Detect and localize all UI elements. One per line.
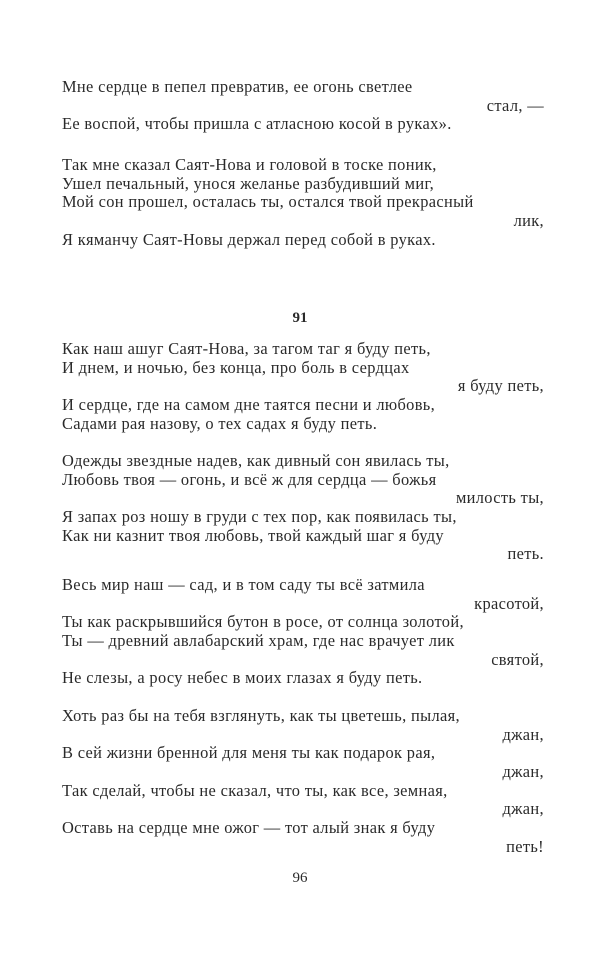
stanza xyxy=(62,156,544,249)
verse-line: Ты — древний авлабарский храм, где нас врачует лик xyxy=(62,631,455,651)
verse-line-continuation: милость ты, xyxy=(455,488,544,508)
verse-line: Одежды звездные надев, как дивный сон явилась ты, xyxy=(62,451,450,470)
poem-number: 91 xyxy=(292,310,308,326)
verse-line: Мне сердце в пепел превратив, ее огонь светлее xyxy=(62,77,413,96)
verse-line: Ты как раскрывшийся бутон в росе, от солнца золотой, xyxy=(62,612,464,632)
verse-line: И сердце, где на самом дне таятся песни и любовь, xyxy=(62,395,436,415)
stanza xyxy=(62,78,544,134)
page-number: 96 xyxy=(292,870,308,886)
verse-line: В сей жизни бренной для меня ты как подарок рая, xyxy=(62,743,436,763)
verse-line-continuation: джан, xyxy=(502,799,544,819)
stanza xyxy=(62,452,544,564)
verse-line-continuation: красотой, xyxy=(474,593,544,613)
verse-line: Ушел печальный, унося желанье разбудивший миг, xyxy=(62,173,435,193)
verse-line-continuation: я буду петь, xyxy=(457,376,544,396)
verse-line: Так мне сказал Саят-Нова и головой в тоске поник, xyxy=(62,155,437,174)
stanza xyxy=(62,707,544,857)
verse-line: Любовь твоя — огонь, и всё ж для сердца — божья xyxy=(62,469,437,489)
verse-line: Весь мир наш — сад, и в том саду ты всё затмила xyxy=(62,575,425,594)
verse-line: Я кяманчу Саят-Новы держал перед собой в руках. xyxy=(62,229,436,249)
verse-line: Так сделай, чтобы не сказал, что ты, как все, земная, xyxy=(62,780,448,800)
verse-line: Я запах роз ношу в груди с тех пор, как появилась ты, xyxy=(62,507,457,527)
verse-line: Хоть раз бы на тебя взглянуть, как ты цветешь, пылая, xyxy=(62,706,460,725)
verse-line-continuation: петь! xyxy=(506,836,544,856)
verse-line: Как наш ашуг Саят-Нова, за тагом таг я буду петь, xyxy=(62,339,431,358)
verse-line: Оставь на сердце мне ожог — тот алый знак я буду xyxy=(62,818,436,838)
verse-line: Как ни казнит твоя любовь, твой каждый шаг я буду xyxy=(62,525,444,545)
verse-line: Мой сон прошел, осталась ты, остался твой прекрасный xyxy=(62,192,474,212)
verse-line: Ее воспой, чтобы пришла с атласною косой в руках». xyxy=(62,114,452,134)
verse-line-continuation: петь. xyxy=(507,544,544,564)
verse-line: И днем, и ночью, без конца, про боль в сердцах xyxy=(62,357,410,377)
verse-line-continuation: джан, xyxy=(502,762,544,782)
verse-line-continuation: святой, xyxy=(491,649,544,669)
verse-line-continuation: стал, — xyxy=(486,95,544,115)
verse-line: Не слезы, а росу небес в моих глазах я буду петь. xyxy=(62,668,423,688)
stanza xyxy=(62,576,544,688)
verse-line: Садами рая назову, о тех садах я буду петь. xyxy=(62,413,378,433)
stanza xyxy=(62,340,544,433)
verse-line-continuation: лик, xyxy=(513,211,544,231)
verse-line-continuation: джан, xyxy=(502,724,544,744)
